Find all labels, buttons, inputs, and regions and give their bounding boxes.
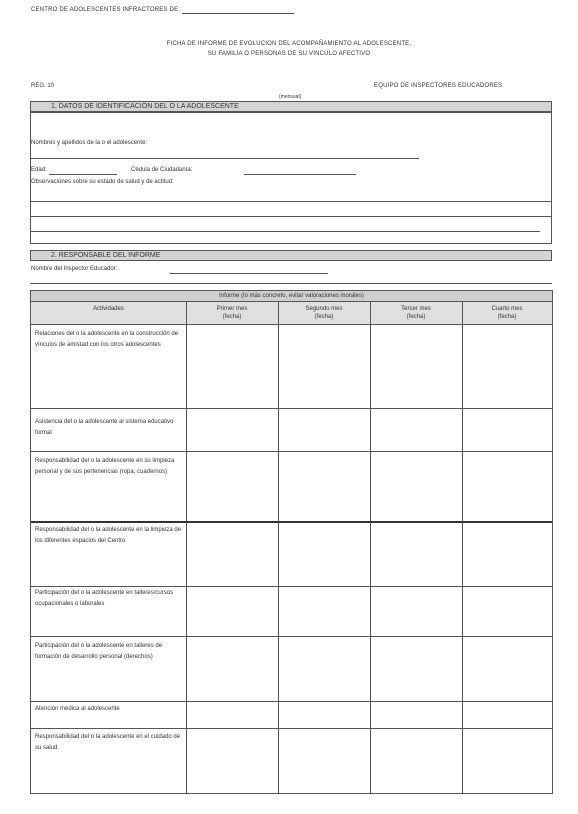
row-divider [31, 521, 552, 523]
row-divider [31, 408, 552, 409]
table-row-activity: Responsabilidad del o la adolescente en su limpieza personal y de sus pertenencias (ropa, cuadernos) [35, 458, 175, 475]
center-label: CENTRO DE ADOLESCENTES INFRACTORES DE: [31, 6, 294, 14]
health-line-2[interactable] [31, 216, 551, 217]
row-divider [31, 701, 552, 702]
header-activities: Actividades [31, 302, 186, 325]
age-label: Edad: [31, 167, 47, 173]
table-row-activity: Responsabilidad del o la adolescente en el cuidado de su salud [35, 734, 181, 751]
reg-number: REG. 10 [31, 83, 55, 89]
health-label: Observaciones sobre su estado de salud y de actitud: [31, 179, 174, 185]
id-label: Cédula de Ciudadanía: [131, 167, 193, 173]
inspector-line[interactable] [170, 273, 328, 274]
row-divider [31, 586, 552, 587]
evaluation-table [30, 290, 553, 794]
col-divider-4 [462, 302, 463, 793]
header-month-1: Primer mes (fecha) [186, 302, 278, 325]
table-row-activity: Atención médica al adolescente [35, 706, 120, 712]
health-line-1[interactable] [31, 201, 551, 202]
health-line-3[interactable] [31, 231, 540, 232]
table-row-activity: Relaciones del o la adolescente en la construcción de vínculos de amistad con los otros adolescentes [35, 331, 179, 348]
frequency-label: (mensual) [279, 94, 302, 100]
table-row-activity: Participación del o la adolescente en talleres de formación de desarrollo personal (derechos) [35, 643, 163, 660]
form-title-line1: FICHA DE INFORME DE EVOLUCION DEL ACOMPAÑAMIENTO AL ADOLESCENTE, [166, 41, 412, 47]
section1-title: 1. DATOS DE IDENTIFICACIÓN DEL O LA ADOLESCENTE [30, 101, 552, 112]
row-divider [31, 451, 552, 452]
id-line[interactable] [244, 174, 356, 175]
header-month-4: Cuarto mes (fecha) [462, 302, 552, 325]
section2-rule [30, 283, 552, 284]
col-divider-3 [370, 302, 371, 793]
header-month-3: Tercer mes (fecha) [370, 302, 462, 325]
table-row-activity: Participación del o la adolescente en talleres/cursos ocupacionales o laborales [35, 590, 174, 607]
row-divider [31, 728, 552, 729]
col-divider-2 [278, 302, 279, 793]
team-label: EQUIPO DE INSPECTORES EDUCADORES [374, 83, 503, 89]
section2-title: 2. RESPONSABLE DEL INFORME [30, 250, 552, 261]
table-row-activity: Responsabilidad del o la adolescente en la limpieza de los diferentes espacios del Centro [35, 527, 182, 544]
center-blank[interactable] [182, 6, 294, 14]
header-month-2: Segundo mes (fecha) [278, 302, 370, 325]
names-label: Nombres y apellidos de la o el adolescente: [31, 140, 148, 146]
table-row-activity: Asistencia del o la adolescente al sistema educativo formal [35, 419, 174, 436]
inspector-label: Nombre del Inspector Educador: [31, 266, 118, 272]
col-divider-1 [186, 302, 187, 793]
age-line[interactable] [49, 174, 117, 175]
row-divider [31, 636, 552, 637]
form-title-line2: SU FAMILIA O PERSONAS DE SU VINCULO AFECTIVO [207, 51, 371, 57]
names-line[interactable] [31, 158, 419, 159]
table-caption: Informe (lo más concreto, evitar valoraciones morales) [31, 291, 552, 302]
